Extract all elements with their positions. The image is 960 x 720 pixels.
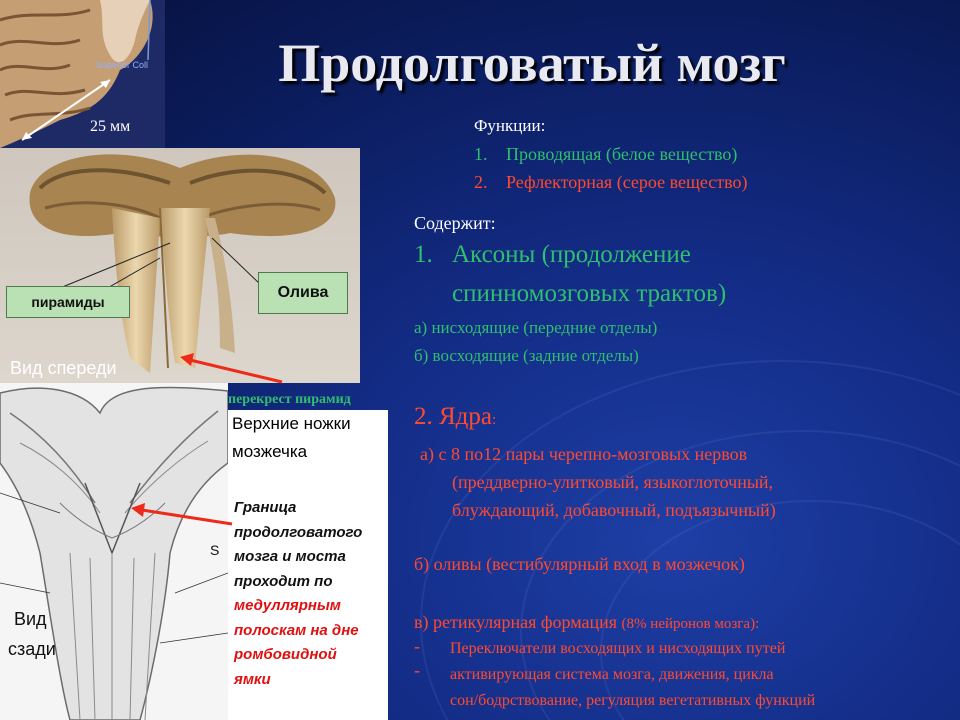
bullet-line: активирующая система мозга, движения, цикла	[450, 666, 774, 683]
border-note-line: медуллярным	[234, 597, 341, 614]
function-item-num: 2.	[474, 172, 488, 192]
border-note	[234, 496, 390, 692]
nuclei-c-main: в) ретикулярная формация	[414, 612, 622, 632]
function-item	[474, 144, 737, 165]
olive-label	[258, 272, 348, 314]
contains-heading: Содержит:	[414, 213, 496, 233]
medulla-back-sketch	[0, 383, 228, 720]
front-view-caption: Вид спереди	[10, 358, 117, 378]
border-note-line: ямки	[234, 670, 271, 688]
axons-num: 1.	[414, 241, 433, 268]
nuclei-title	[414, 403, 496, 431]
peduncles-label-line1: Верхние ножки	[232, 414, 351, 433]
back-view-label-line2: сзади	[8, 639, 56, 659]
slide-title: Продолговатый мозг	[278, 33, 786, 93]
medulla-front-drawing	[0, 148, 360, 383]
medulla-back-drawing	[0, 383, 228, 720]
measure-label: 25 мм	[90, 118, 131, 135]
pyramids-label-text: пирамиды	[31, 294, 105, 310]
border-note-line: проходит по	[234, 572, 333, 590]
function-item	[474, 172, 748, 193]
axons-line2: спинномозговых трактов)	[452, 280, 727, 307]
nuclei-a-line2: (преддверно-улитковый, языкоглоточный,	[452, 472, 774, 492]
function-item-num: 1.	[474, 144, 488, 164]
peduncles-label-line2: мозжечка	[232, 442, 308, 461]
border-note-line: Граница	[234, 499, 297, 516]
back-view-label-line1: Вид	[14, 609, 47, 629]
nuclei-title-text: 2. Ядра	[414, 403, 492, 430]
functions-heading: Функции:	[474, 116, 546, 135]
olive-label-text: Олива	[277, 284, 329, 301]
nuclei-a-line1: а) с 8 по12 пары черепно-мозговых нервов	[420, 444, 748, 464]
superior-coll-label: Superior Coll	[96, 60, 149, 70]
pyramids-label	[6, 286, 130, 318]
function-item-text: Проводящая (белое вещество)	[506, 144, 738, 164]
nuclei-title-colon: :	[492, 412, 497, 428]
nuclei-c-small: (8% нейронов мозга):	[621, 616, 760, 632]
decussation-label: перекрест пирамид	[228, 392, 351, 407]
axons-descending: а) нисходящие (передние отделы)	[414, 318, 658, 337]
axons-title	[414, 241, 691, 269]
function-item-text: Рефлекторная (серое вещество)	[506, 172, 748, 192]
border-note-line: продолговатого	[234, 523, 363, 541]
nuclei-a-line3: блуждающий, добавочный, подъязычный)	[452, 500, 776, 520]
brain-top-drawing	[0, 0, 165, 148]
border-note-line: мозга и моста	[234, 548, 346, 565]
bullet-line: сон/бодрствование, регуляция вегетативных функций	[450, 692, 816, 709]
nuclei-b: б) оливы (вестибулярный вход в мозжечок)	[414, 554, 745, 574]
medulla-front-photo	[0, 148, 360, 383]
bullet-mark: -	[414, 636, 420, 656]
bullet-mark: -	[414, 660, 420, 680]
axons-ascending: б) восходящие (задние отделы)	[414, 346, 639, 365]
brain-top-photo	[0, 0, 165, 148]
nuclei-c	[414, 612, 759, 633]
axons-line1: Аксоны (продолжение	[452, 241, 691, 268]
border-note-line: полоскам на дне	[234, 621, 359, 639]
border-note-line: ромбовидной	[234, 646, 337, 663]
bullet-line: Переключатели восходящих и нисходящих путей	[450, 640, 786, 657]
edge-letter: S	[210, 542, 220, 558]
